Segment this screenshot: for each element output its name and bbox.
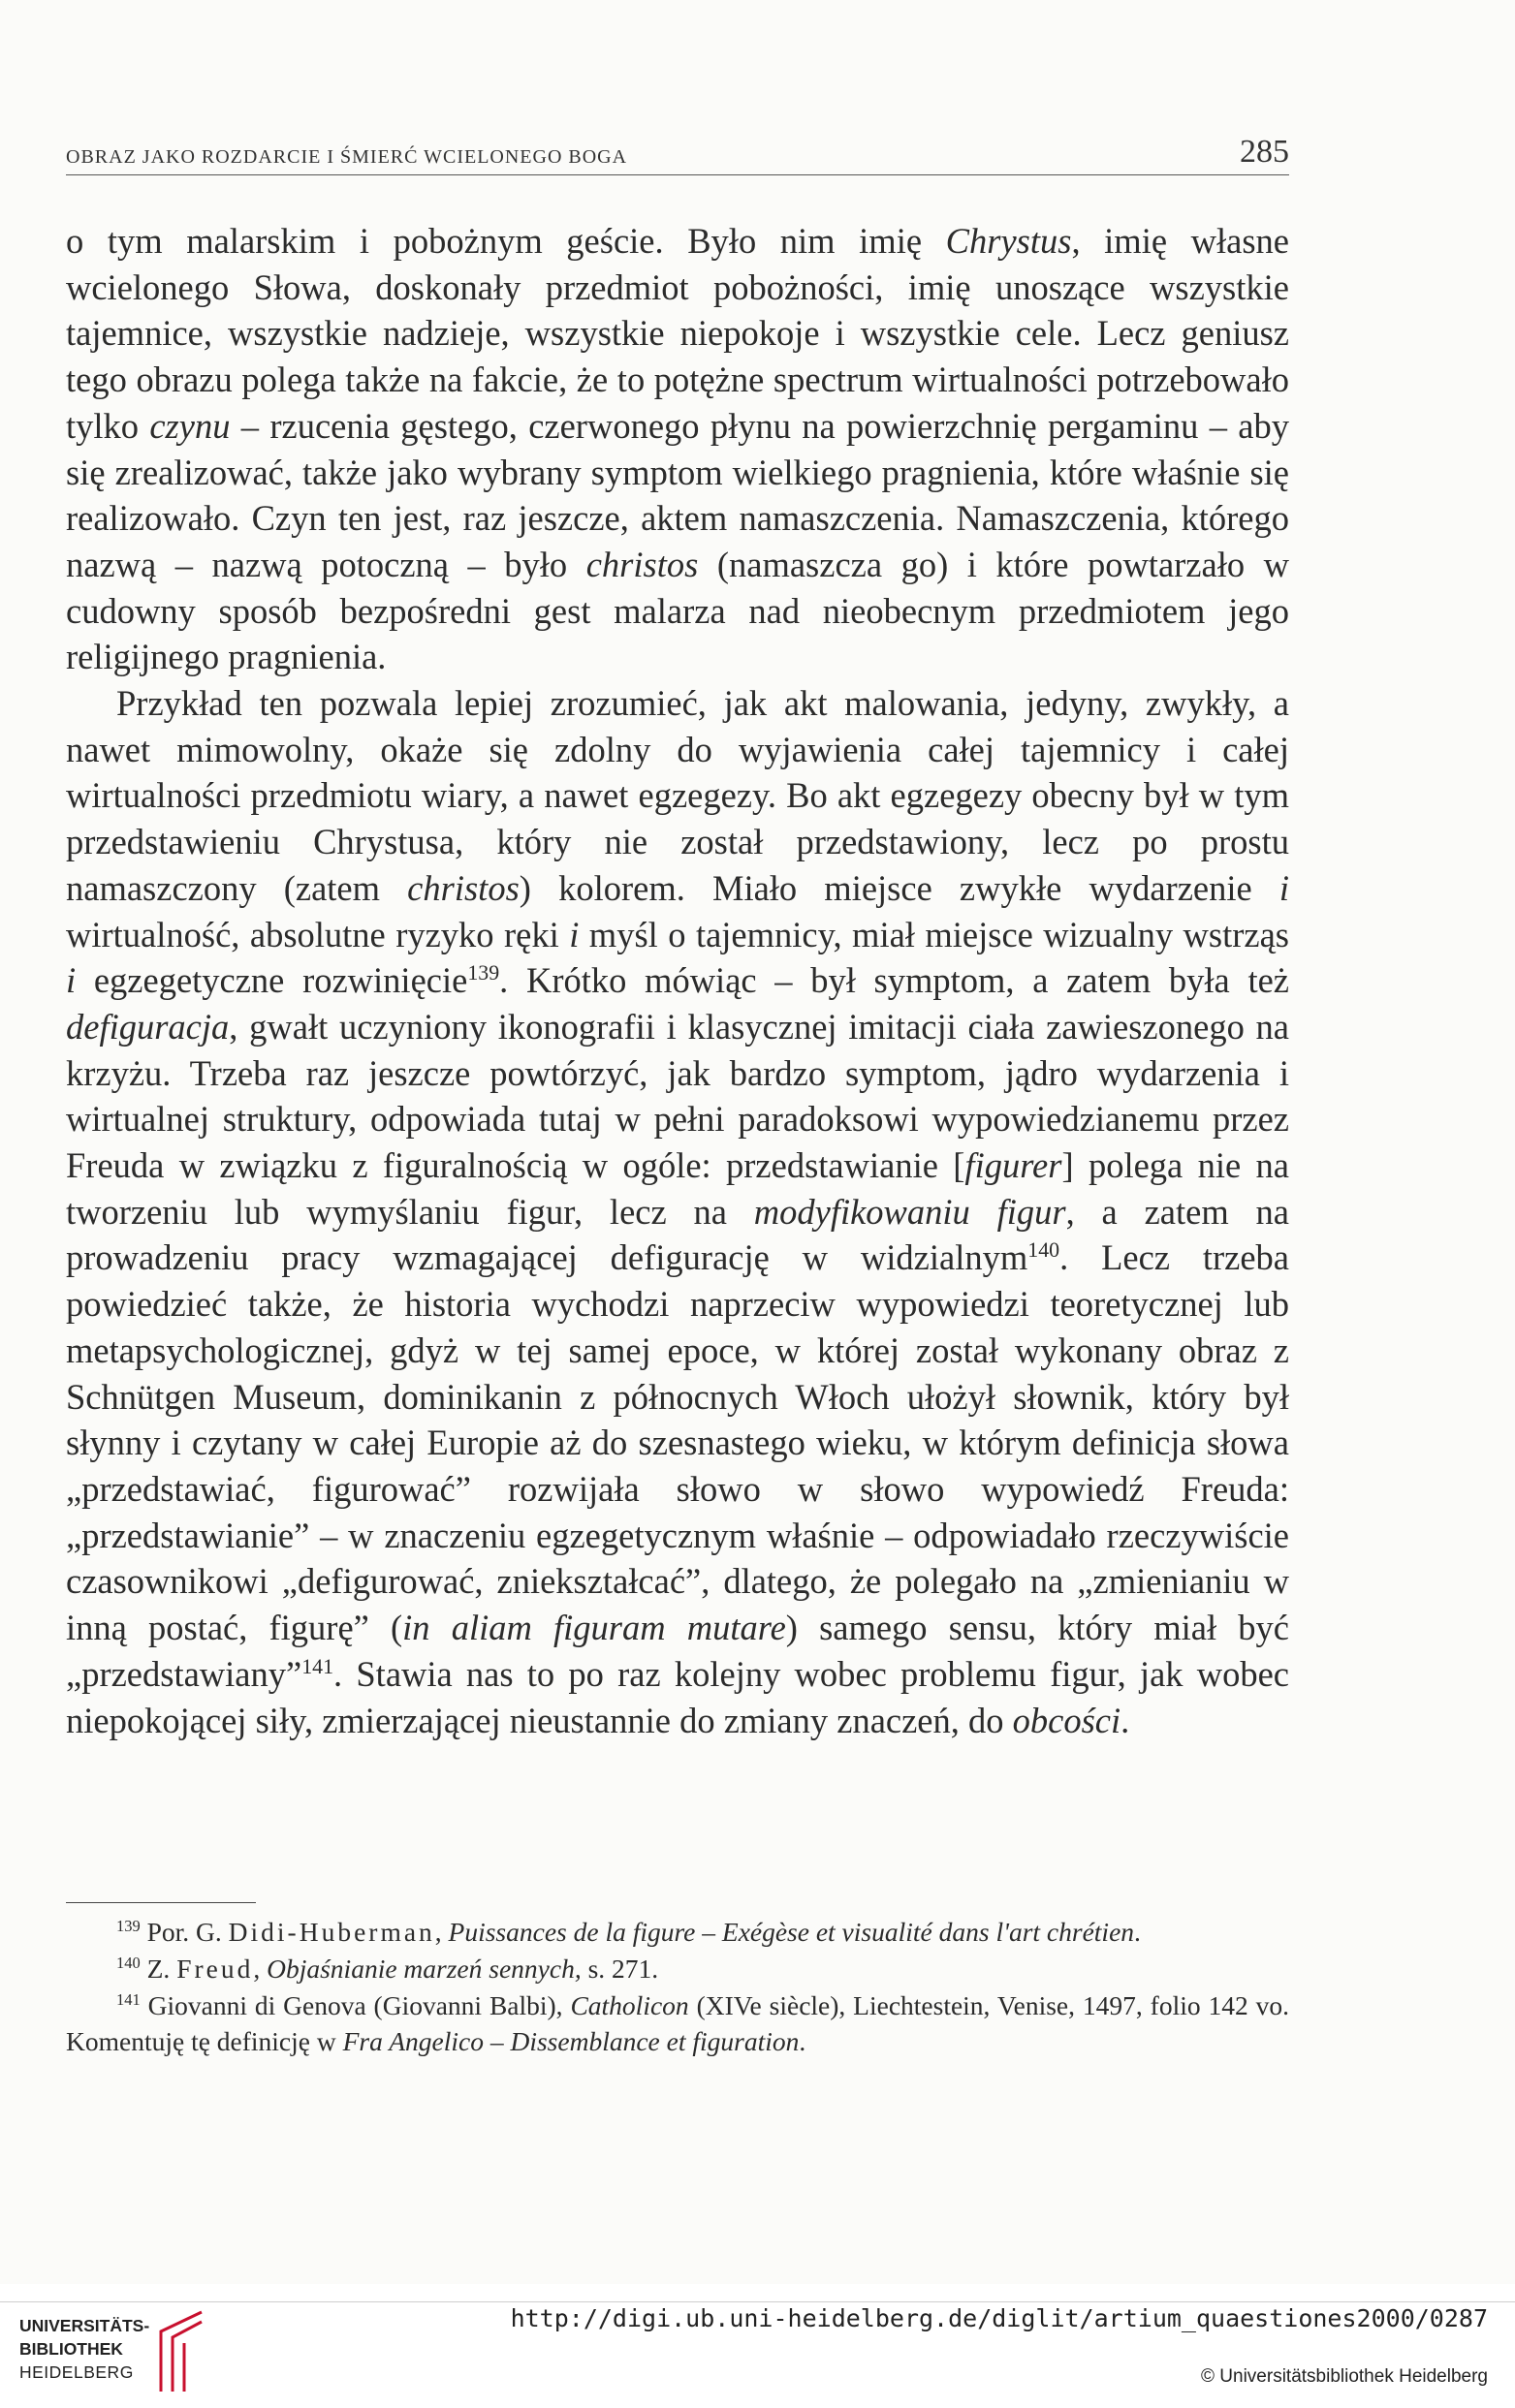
text-run: (XIVe siècle), Liechtestein, Venise, 1497, folio 142 vo. Komentuję tę definicję w xyxy=(66,1989,1290,2057)
footnote-title: Objaśnianie marzeń sennych, xyxy=(267,1953,582,1984)
italic-run: Chrystus xyxy=(945,221,1072,261)
text-run: , gwałt uczyniony ikonografii i klasycznej imitacji ciała zawieszonego na krzyżu. Trzeba raz jeszcze powtórzyć, jak bardzo symptom, jądro wydarzenia i wirtualnej struktury, odpowiada tutaj w pełni paradoksowi wypowiedzianemu przez Freuda w związku z figuralnością w ogóle: przedstawianie [ xyxy=(66,1006,1289,1186)
text-run: – rzucenia gęstego, czerwonego płynu na powierzchnię pergaminu – aby się zrealizować, także jako wybrany symptom wielkiego pragnienia, które właśnie się realizowało. Czyn ten jest, raz jeszcze, aktem namaszczenia. Namaszczenia, którego nazwą – nazwą potoczną – było xyxy=(66,405,1289,584)
footnote-author: Freud xyxy=(176,1953,254,1984)
logo-line: HEIDELBERG xyxy=(19,2362,134,2382)
text-run: s. 271. xyxy=(581,1953,659,1984)
footnote-number: 139 xyxy=(116,1916,141,1935)
library-logo-text xyxy=(19,2314,149,2384)
footer-bar xyxy=(0,2284,1515,2408)
text-run: (namaszcza go) i które powtarzało w cudowny sposób bezpośredni gest malarza nad nieobecnym przedmiotem jego religijnego pragnienia. xyxy=(66,544,1289,677)
text-run: ] polega nie na tworzeniu lub wymyślaniu figur, lecz na xyxy=(66,1145,1289,1232)
footnote-139 xyxy=(66,1914,1289,1951)
text-run: ) samego sensu, który miał być „przedstawiany” xyxy=(66,1608,1289,1694)
footnote-ref-141: 141 xyxy=(301,1653,334,1678)
text-run: , a zatem na prowadzeniu pracy wzmagającej defigurację w widzialnym xyxy=(66,1191,1289,1278)
copyright-notice: © Universitätsbibliothek Heidelberg xyxy=(1201,2366,1488,2387)
italic-run: i xyxy=(66,960,77,1001)
text-run: myśl o tajemnicy, miał miejsce wizualny wstrząs xyxy=(579,914,1290,954)
footnote-number: 141 xyxy=(116,1989,141,2009)
text-run: Przykład ten pozwala lepiej zrozumieć, jak akt malowania, jedyny, zwykły, a nawet mimowolny, okaże się zdolny do wyjawienia całej tajemnicy i całej wirtualności przedmiotu wiary, a nawet egzegezy. Bo akt egzegezy obecny był w tym przedstawieniu Chrystusa, który nie został przedstawiony, lecz po prostu namaszczony (zatem xyxy=(66,683,1289,908)
italic-run: modyfikowaniu figur xyxy=(753,1191,1066,1232)
logo-line: BIBLIOTHEK xyxy=(19,2339,123,2359)
footnote-title: Catholicon xyxy=(570,1989,689,2020)
logo-line: UNIVERSITÄTS- xyxy=(19,2316,150,2335)
footnote-number: 140 xyxy=(116,1953,141,1972)
footnote-author: Didi-Huberman xyxy=(228,1917,435,1947)
paragraph-2 xyxy=(66,680,1289,1743)
footnote-140 xyxy=(66,1951,1289,1987)
text-run: . Krótko mówiąc – był symptom, a zatem była też xyxy=(499,960,1289,1001)
text-run: . xyxy=(799,2026,806,2057)
text-run: . Lecz trzeba powiedzieć także, że historia wychodzi naprzeciw wypowiedzi teoretycznej lub metapsychologicznej, gdyż w tej samej epoce, w której został wykonany obraz z Schnütgen Museum, dominikanin z północnych Włoch ułożył słownik, który był słynny i czytany w całej Europie aż do szesnastego wieku, w którym definicja słowa „przedstawiać, figurować” rozwijała słowo w słowo wypowiedź Freuda: „przedstawianie” – w znaczeniu egzegetycznym właśnie – odpowiadało rzeczywiście czasownikowi „defigurować, zniekształcać”, dlatego, że polegało na „zmienianiu w inną postać, figurę” ( xyxy=(66,1237,1290,1648)
footer-divider xyxy=(0,2301,1515,2302)
main-text xyxy=(66,218,1289,1743)
text-run: . xyxy=(1120,1700,1130,1740)
footnote-divider xyxy=(66,1902,256,1903)
italic-run: i xyxy=(569,914,580,954)
page-number: 285 xyxy=(1240,134,1289,170)
footnote-title: Puissances de la figure – Exégèse et visualité dans l'art chrétien xyxy=(448,1917,1135,1947)
running-title: OBRAZ JAKO ROZDARCIE I ŚMIERĆ WCIELONEGO BOGA xyxy=(66,146,628,168)
footnote-ref-140: 140 xyxy=(1027,1237,1060,1263)
text-run: egzegetyczne rozwinięcie xyxy=(76,960,468,1001)
text-run: ) kolorem. Miało miejsce zwykłe wydarzenie xyxy=(519,867,1279,908)
italic-run: obcości xyxy=(1012,1700,1121,1740)
footnote-141 xyxy=(66,1987,1289,2061)
text-run: Z. xyxy=(140,1953,177,1984)
footnotes xyxy=(66,1914,1289,2060)
italic-run: figurer xyxy=(964,1145,1062,1186)
paragraph-1 xyxy=(66,218,1289,680)
text-run: , imię własne wcielonego Słowa, doskonały przedmiot pobożności, imię unoszące wszystkie tajemnice, wszystkie nadzieje, wszystkie niepokoje i wszystkie cele. Lecz geniusz tego obrazu polega także na fakcie, że to potężne spectrum wirtualności potrzebowało tylko xyxy=(66,221,1289,446)
footnote-title: Fra Angelico – Dissemblance et figuration xyxy=(342,2026,800,2057)
italic-run: christos xyxy=(585,544,699,584)
text-run: , xyxy=(253,1953,268,1984)
text-run: o tym malarskim i pobożnym geście. Było nim imię xyxy=(66,221,946,261)
text-run: . xyxy=(1134,1917,1141,1947)
footnote-ref-139: 139 xyxy=(467,960,500,985)
text-run: Giovanni di Genova (Giovanni Balbi), xyxy=(140,1989,571,2020)
italic-run: christos xyxy=(407,867,520,908)
digital-library-url-link[interactable]: http://digi.ub.uni-heidelberg.de/diglit/artium_quaestiones2000/0287 xyxy=(510,2304,1488,2332)
running-header xyxy=(66,136,1289,175)
italic-run: czynu xyxy=(149,405,231,446)
text-run: , xyxy=(434,1917,449,1947)
text-run: . Stawia nas to po raz kolejny wobec problemu figur, jak wobec niepokojącej siły, zmierzającej nieustannie do zmiany znaczeń, do xyxy=(66,1653,1289,1740)
text-run: wirtualność, absolutne ryzyko ręki xyxy=(66,914,570,954)
library-logo-icon xyxy=(151,2308,213,2395)
italic-run: in aliam figuram mutare xyxy=(402,1608,786,1648)
italic-run: defiguracja xyxy=(66,1006,230,1047)
italic-run: i xyxy=(1278,867,1289,908)
text-run: Por. G. xyxy=(140,1917,229,1947)
